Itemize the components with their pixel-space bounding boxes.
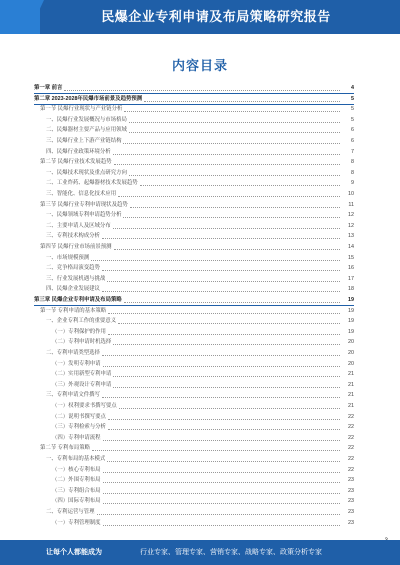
table-of-contents (34, 84, 354, 534)
toc-entry[interactable] (34, 296, 354, 306)
toc-entry-page: 22 (348, 413, 354, 420)
toc-entry-page: 23 (348, 519, 354, 526)
toc-entry-text: （一）专利管理制度 (52, 519, 101, 526)
toc-entry[interactable] (34, 434, 354, 443)
toc-leader-dots (103, 476, 340, 483)
toc-entry-text: （二）实用新型专利申请 (52, 371, 112, 378)
toc-entry-text: 一、民爆领域专利申请趋势分析 (46, 212, 122, 219)
toc-leader-dots (107, 455, 340, 462)
toc-entry-page: 5 (351, 116, 354, 123)
toc-entry-page: 7 (351, 148, 354, 155)
toc-leader-dots (123, 211, 340, 218)
toc-entry-text: 第二章 2023-2028年民爆市场前景及趋势预测 (34, 95, 143, 102)
toc-entry-text: （二）外围专利布局 (52, 477, 101, 484)
toc-leader-dots (113, 222, 340, 229)
toc-entry-text: 一、市场规模预测 (46, 254, 90, 261)
toc-leader-dots (102, 349, 340, 356)
toc-entry-page: 12 (348, 222, 354, 229)
toc-leader-dots (102, 285, 340, 292)
toc-entry-page: 21 (348, 381, 354, 388)
toc-entry-page: 21 (348, 403, 354, 409)
toc-entry-page: 9 (351, 180, 354, 187)
toc-entry-page: 8 (351, 169, 354, 176)
toc-leader-dots (103, 487, 340, 494)
toc-entry-page: 6 (351, 127, 354, 134)
toc-entry[interactable] (34, 487, 354, 496)
toc-leader-dots (119, 402, 340, 409)
toc-leader-dots (92, 444, 340, 451)
toc-leader-dots (118, 317, 340, 324)
toc-entry-page: 4 (351, 85, 354, 91)
toc-leader-dots (64, 84, 340, 91)
toc-entry[interactable] (34, 360, 354, 369)
toc-entry[interactable] (34, 201, 354, 210)
toc-entry-text: 二、民爆器材主要产品与应用领域 (46, 127, 127, 134)
toc-entry-page: 23 (348, 498, 354, 505)
toc-leader-dots (140, 179, 340, 186)
toc-leader-dots (113, 148, 340, 155)
toc-entry-page: 19 (348, 307, 354, 314)
toc-leader-dots (113, 338, 340, 345)
toc-entry-text: 第一章 前言 (34, 85, 63, 91)
toc-entry[interactable] (34, 179, 354, 188)
page-header (0, 0, 400, 34)
toc-entry-text: 第三章 民爆企业专利申请及布局策略 (34, 297, 122, 303)
toc-entry-text: 三、专利技术构成分析 (46, 233, 100, 240)
toc-entry-page: 22 (348, 434, 354, 441)
toc-entry-page: 18 (348, 286, 354, 293)
toc-leader-dots (102, 232, 340, 239)
toc-leader-dots (114, 158, 340, 165)
toc-entry[interactable] (34, 105, 354, 114)
report-title: 民爆企业专利申请及布局策略研究报告 (101, 9, 331, 24)
toc-entry-text: （二）说明书撰写要点 (52, 413, 106, 420)
toc-leader-dots (108, 328, 340, 335)
toc-entry-page: 16 (348, 265, 354, 272)
toc-entry-text: 二、专利运营与管理 (46, 509, 95, 515)
toc-leader-dots (103, 466, 340, 473)
toc-leader-dots (129, 126, 340, 133)
toc-entry-text: 一、专利布局的基本模式 (46, 456, 106, 462)
toc-entry-text: （一）权利要求书撰写要点 (52, 403, 117, 409)
toc-entry[interactable] (34, 254, 354, 263)
toc-entry[interactable] (34, 402, 354, 411)
toc-entry-page: 22 (348, 424, 354, 431)
toc-entry-page: 20 (348, 350, 354, 356)
toc-entry-text: 二、工业炸药、起爆器材技术发展趋势 (46, 180, 138, 187)
toc-entry[interactable] (34, 116, 354, 125)
toc-heading: 内容目录 (171, 58, 228, 73)
toc-entry-page: 8 (351, 159, 354, 166)
toc-entry-text: 第三节 民爆行业专利申请现状及趋势 (40, 201, 128, 208)
toc-entry[interactable] (34, 243, 354, 252)
toc-entry-text: 四、民爆行业政策环境分析 (46, 148, 111, 155)
toc-entry[interactable] (34, 264, 354, 273)
page-footer (0, 540, 400, 565)
toc-entry-text: （三）专利组合布局 (52, 487, 101, 494)
toc-leader-dots (123, 137, 340, 144)
toc-entry[interactable] (34, 349, 354, 358)
toc-leader-dots (114, 243, 340, 250)
toc-entry-text: （一）核心专利布局 (52, 466, 101, 473)
toc-leader-dots (129, 116, 340, 123)
toc-entry-page: 23 (348, 477, 354, 484)
toc-entry-text: （三）专利检索与分析 (52, 424, 106, 431)
toc-entry[interactable] (34, 148, 354, 157)
toc-entry-text: 第二节 专利布局策略 (40, 445, 91, 452)
footer-roles: 行业专家、管理专家、营销专家、战略专家、政策分析专家 (140, 549, 322, 556)
toc-leader-dots (102, 391, 340, 398)
toc-entry-text: （四）国际专利布局 (52, 498, 101, 505)
toc-entry-text: 四、民爆企业发展建议 (46, 286, 100, 293)
toc-entry-text: 一、企业专利工作的重要意义 (46, 318, 117, 325)
toc-entry-text: 一、民爆行业发展概况与市场格局 (46, 116, 127, 123)
toc-entry[interactable] (34, 307, 354, 316)
toc-entry-text: 第一节 专利申请的基本策略 (40, 307, 107, 314)
toc-entry-page: 22 (348, 445, 354, 452)
toc-entry-text: 三、民爆行业上下游产业链结构 (46, 138, 122, 144)
toc-leader-dots (118, 190, 340, 197)
toc-entry[interactable] (34, 338, 354, 347)
toc-leader-dots (129, 169, 340, 176)
toc-entry-text: 一、民爆技术现状及重点研究方向 (46, 169, 127, 176)
toc-entry[interactable] (34, 285, 354, 294)
toc-entry-page: 15 (348, 254, 354, 261)
toc-entry-text: 三、智能化、信息化技术应用 (46, 191, 117, 197)
toc-entry-page: 10 (348, 191, 354, 197)
toc-entry-page: 22 (348, 466, 354, 473)
toc-entry[interactable] (34, 497, 354, 506)
toc-entry[interactable] (34, 275, 354, 284)
toc-entry-page: 6 (351, 138, 354, 144)
toc-entry-page: 19 (348, 297, 354, 303)
toc-entry[interactable] (34, 126, 354, 135)
toc-entry-text: （三）外观设计专利申请 (52, 381, 112, 388)
toc-entry-page: 20 (348, 339, 354, 346)
toc-entry[interactable] (34, 455, 354, 464)
toc-entry-text: 二、主要申请人及区域分布 (46, 222, 111, 229)
toc-entry-text: （一）专利保护的作用 (52, 328, 106, 335)
toc-entry[interactable] (34, 328, 354, 337)
toc-leader-dots (108, 413, 340, 420)
toc-leader-dots (108, 307, 340, 314)
toc-entry[interactable] (34, 137, 354, 146)
toc-entry[interactable] (34, 466, 354, 475)
toc-entry-text: 第二节 民爆行业技术发展趋势 (40, 159, 112, 166)
toc-leader-dots (91, 254, 340, 261)
toc-entry[interactable] (34, 508, 354, 517)
toc-entry[interactable] (34, 476, 354, 485)
toc-entry-page: 17 (348, 275, 354, 282)
toc-entry[interactable] (34, 413, 354, 422)
toc-entry[interactable] (34, 158, 354, 167)
toc-leader-dots (113, 381, 340, 388)
toc-entry[interactable] (34, 391, 354, 400)
toc-leader-dots (103, 519, 340, 526)
toc-entry-page: 14 (348, 244, 354, 250)
toc-entry[interactable] (34, 95, 354, 105)
toc-entry-text: 二、竞争格局演变趋势 (46, 265, 100, 272)
toc-entry[interactable] (34, 370, 354, 379)
toc-entry-text: （四）专利申请流程 (52, 434, 101, 441)
toc-leader-dots (102, 264, 340, 271)
toc-entry-page: 21 (348, 371, 354, 378)
toc-entry-page: 12 (348, 212, 354, 219)
toc-entry-text: 第四节 民爆行业市场前景预测 (40, 244, 112, 250)
toc-entry-page: 13 (348, 233, 354, 240)
toc-entry[interactable] (34, 232, 354, 241)
toc-entry[interactable] (34, 84, 354, 94)
toc-entry-page: 11 (348, 201, 354, 208)
toc-entry[interactable] (34, 222, 354, 231)
toc-entry-text: 二、专利申请类型选择 (46, 350, 100, 356)
toc-entry-page: 22 (348, 456, 354, 462)
toc-leader-dots (124, 296, 340, 303)
toc-leader-dots (103, 434, 340, 441)
toc-entry[interactable] (34, 381, 354, 390)
toc-entry-page: 21 (348, 392, 354, 399)
toc-entry-page: 19 (348, 318, 354, 325)
toc-entry[interactable] (34, 169, 354, 178)
toc-entry[interactable] (34, 423, 354, 432)
toc-leader-dots (103, 360, 340, 367)
toc-leader-dots (103, 497, 340, 504)
toc-entry-text: （二）专利申请时机选择 (52, 339, 112, 346)
footer-slogan: 让每个人都能成为 (46, 549, 102, 556)
toc-leader-dots (108, 423, 340, 430)
toc-entry-page: 23 (348, 509, 354, 515)
toc-entry-page: 20 (348, 360, 354, 367)
toc-entry-text: 三、行业发展机遇与挑战 (46, 275, 106, 282)
toc-entry-text: 第一节 民爆行业现状与产业链分析 (40, 106, 123, 113)
toc-leader-dots (97, 508, 340, 515)
toc-leader-dots (113, 370, 340, 377)
toc-leader-dots (130, 201, 340, 208)
toc-entry-text: （一）发明专利申请 (52, 360, 101, 367)
toc-entry-page: 23 (348, 487, 354, 494)
toc-entry[interactable] (34, 211, 354, 220)
toc-entry-page: 5 (351, 95, 354, 102)
toc-entry-text: 三、专利申请文件撰写 (46, 392, 100, 399)
toc-leader-dots (107, 275, 340, 282)
toc-entry[interactable] (34, 317, 354, 326)
toc-entry-page: 5 (351, 106, 354, 113)
toc-entry[interactable] (34, 444, 354, 453)
toc-leader-dots (124, 105, 340, 112)
toc-entry-page: 19 (348, 328, 354, 335)
toc-leader-dots (144, 95, 340, 102)
toc-entry[interactable] (34, 519, 354, 528)
toc-entry[interactable] (34, 190, 354, 199)
